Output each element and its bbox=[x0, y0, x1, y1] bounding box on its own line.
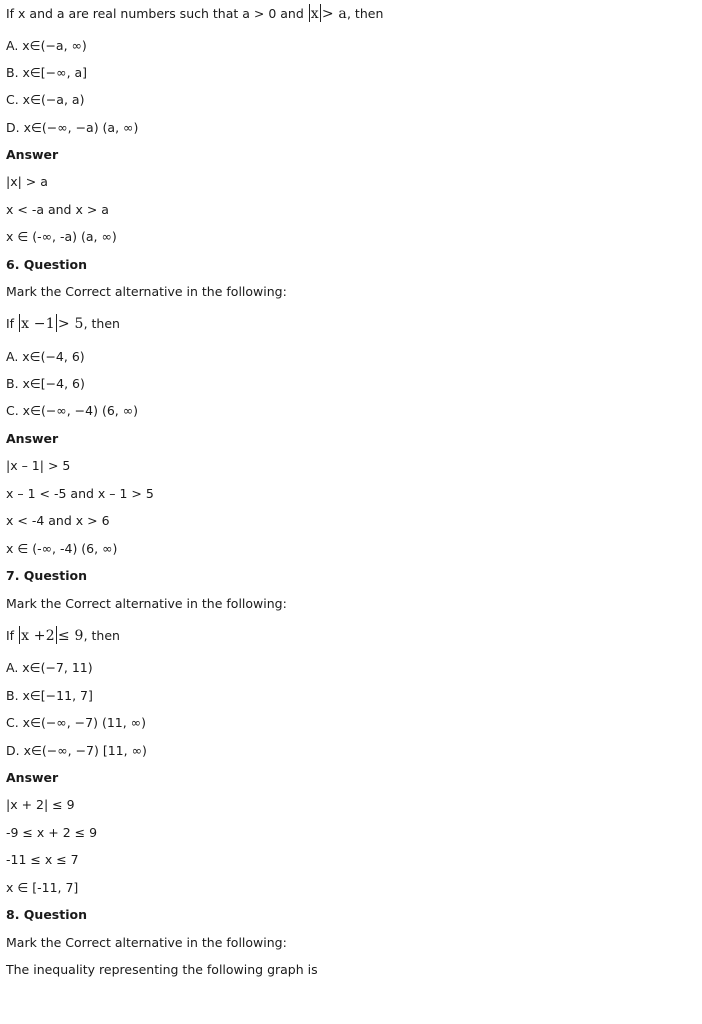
answer-heading: Answer bbox=[6, 770, 59, 785]
answer-heading: Answer bbox=[6, 431, 59, 446]
question-prompt: Mark the Correct alternative in the following: bbox=[6, 284, 287, 299]
question-heading: 6. Question bbox=[6, 257, 87, 272]
formula: x −1 > 5 bbox=[21, 316, 84, 332]
answer-line: x < -4 and x > 6 bbox=[6, 513, 110, 528]
answer-heading: Answer bbox=[6, 147, 59, 162]
option-b: B. x∈[−11, 7] bbox=[6, 688, 93, 703]
answer-line: x ∈ [-11, 7] bbox=[6, 880, 79, 895]
option-a: A. x∈(−4, 6) bbox=[6, 349, 85, 364]
answer-line: -9 ≤ x + 2 ≤ 9 bbox=[6, 825, 98, 840]
answer-line: |x – 1| > 5 bbox=[6, 458, 71, 473]
question-stem: The inequality representing the following graph is bbox=[6, 962, 318, 977]
stem-text: If bbox=[6, 628, 19, 643]
stem-text: If x and a are real numbers such that a > 0 and bbox=[6, 6, 308, 21]
option-b: B. x∈[−∞, a] bbox=[6, 65, 88, 80]
answer-line: x – 1 < -5 and x – 1 > 5 bbox=[6, 486, 154, 501]
answer-line: |x| > a bbox=[6, 174, 48, 189]
formula: x > a bbox=[310, 6, 347, 22]
question-stem bbox=[6, 626, 120, 644]
stem-text: , then bbox=[346, 6, 384, 21]
question-heading: 7. Question bbox=[6, 568, 87, 583]
question-heading: 8. Question bbox=[6, 907, 87, 922]
question-prompt: Mark the Correct alternative in the following: bbox=[6, 935, 287, 950]
question-stem bbox=[6, 4, 383, 22]
answer-line: |x + 2| ≤ 9 bbox=[6, 797, 75, 812]
answer-line: -11 ≤ x ≤ 7 bbox=[6, 852, 79, 867]
stem-text: If bbox=[6, 316, 19, 331]
stem-text: , then bbox=[83, 316, 120, 331]
option-c: C. x∈(−∞, −4) (6, ∞) bbox=[6, 403, 139, 418]
option-a: A. x∈(−a, ∞) bbox=[6, 38, 87, 53]
answer-line: x ∈ (-∞, -a) (a, ∞) bbox=[6, 229, 117, 244]
option-c: C. x∈(−a, a) bbox=[6, 92, 85, 107]
option-d: D. x∈(−∞, −7) [11, ∞) bbox=[6, 743, 147, 758]
stem-text: , then bbox=[83, 628, 120, 643]
option-b: B. x∈[−4, 6) bbox=[6, 376, 85, 391]
question-prompt: Mark the Correct alternative in the following: bbox=[6, 596, 287, 611]
answer-line: x < -a and x > a bbox=[6, 202, 109, 217]
option-a: A. x∈(−7, 11) bbox=[6, 660, 93, 675]
answer-line: x ∈ (-∞, -4) (6, ∞) bbox=[6, 541, 118, 556]
question-stem bbox=[6, 314, 120, 332]
option-c: C. x∈(−∞, −7) (11, ∞) bbox=[6, 715, 146, 730]
formula: x +2 ≤ 9 bbox=[21, 628, 84, 644]
option-d: D. x∈(−∞, −a) (a, ∞) bbox=[6, 120, 139, 135]
